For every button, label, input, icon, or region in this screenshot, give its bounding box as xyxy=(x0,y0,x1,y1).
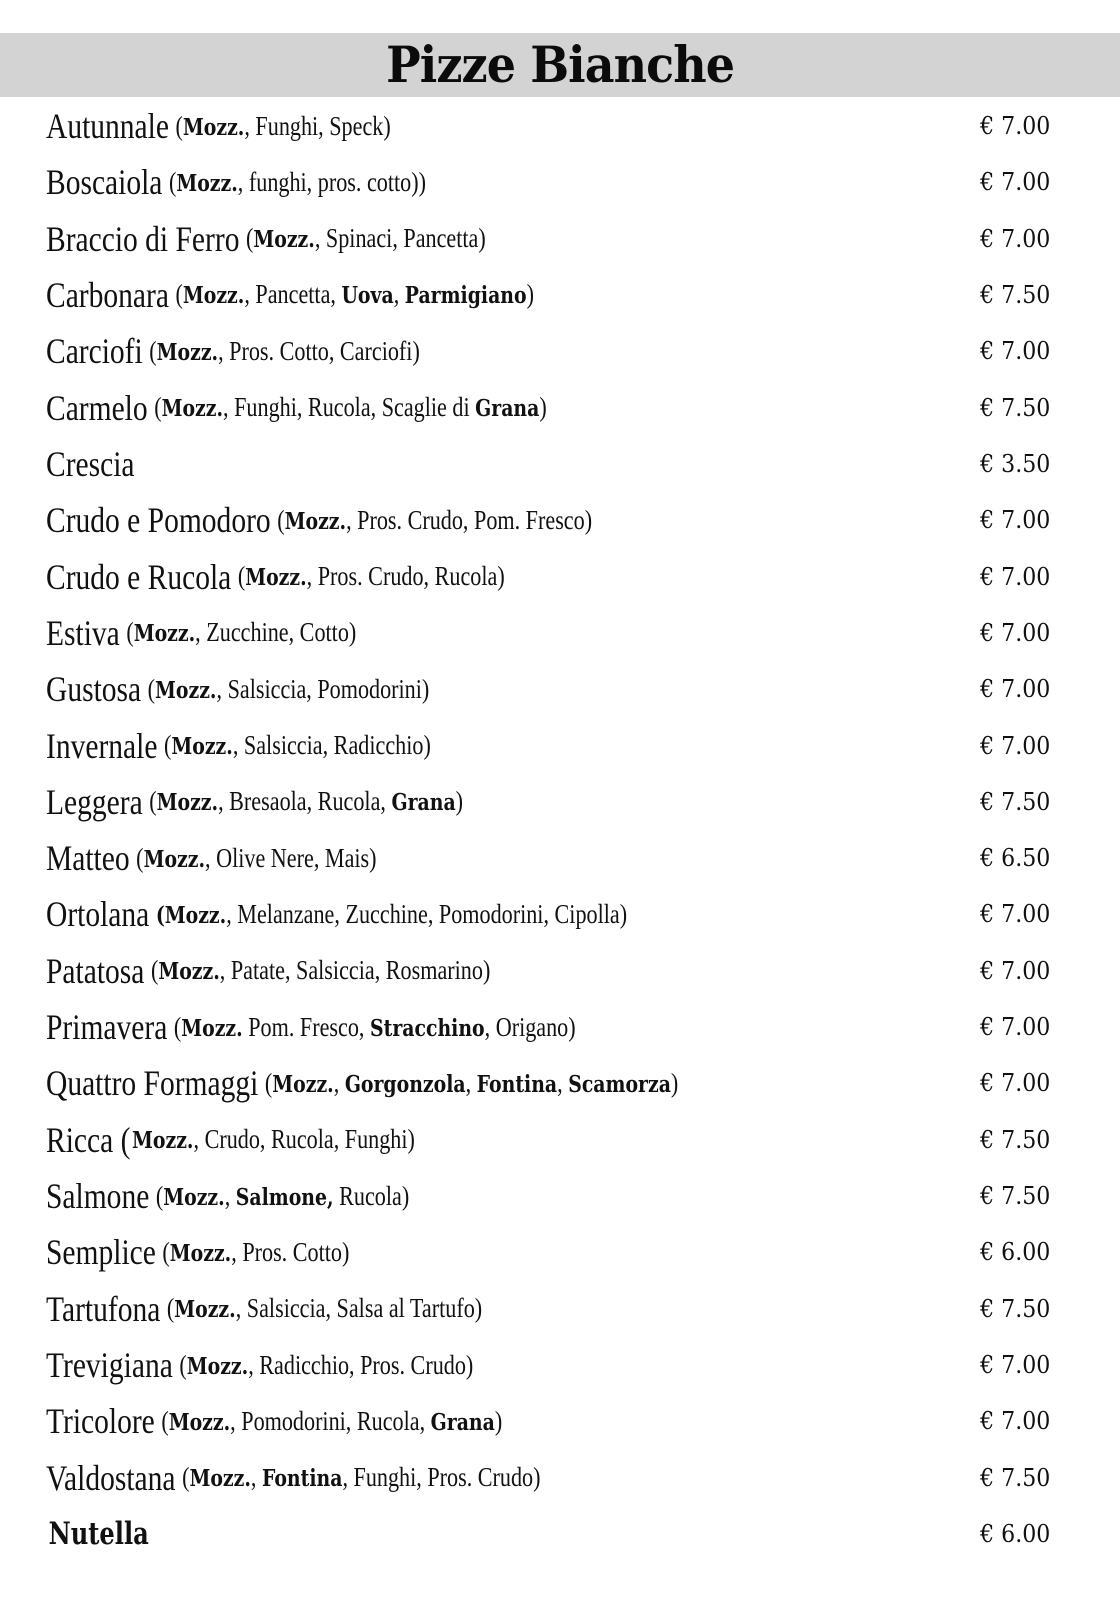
highlighted-ingredient: Mozz. xyxy=(169,1239,232,1267)
menu-item-row xyxy=(0,380,1120,436)
menu-item-name: Nutella xyxy=(48,1516,149,1552)
open-paren: ( xyxy=(237,561,246,592)
menu-item-row xyxy=(0,436,1120,492)
menu-item-description xyxy=(46,492,592,548)
menu-item-ingredients xyxy=(164,730,431,761)
menu-item-row xyxy=(0,1337,1120,1393)
menu-item-description xyxy=(46,1506,151,1562)
menu-item-name: Tartufona xyxy=(46,1288,161,1329)
menu-item-description xyxy=(46,211,486,267)
menu-item-row xyxy=(0,886,1120,942)
highlighted-ingredient: Scamorza xyxy=(568,1070,671,1098)
open-paren: ( xyxy=(264,1067,273,1098)
ingredient-text: , xyxy=(250,1462,262,1493)
open-paren: ( xyxy=(147,673,156,704)
menu-item-row xyxy=(0,1168,1120,1224)
close-paren: ) xyxy=(497,561,505,592)
menu-item-name: Leggera xyxy=(46,781,143,822)
menu-item-description xyxy=(46,1168,409,1224)
menu-item-name: Trevigiana xyxy=(46,1345,173,1386)
menu-item-price: € 7.50 xyxy=(979,393,1050,422)
ingredient-text: , Pros. Crudo, Pom. Fresco xyxy=(346,504,585,535)
highlighted-ingredient: Mozz. xyxy=(168,1408,231,1436)
close-paren: ) xyxy=(494,1405,503,1436)
menu-item-ingredients xyxy=(148,674,430,705)
menu-item-description xyxy=(46,1393,502,1449)
ingredient-text: , Pomodorini, Rucola, xyxy=(230,1405,431,1436)
open-paren: ( xyxy=(246,223,254,254)
menu-item-row xyxy=(0,267,1120,323)
menu-item-price: € 7.00 xyxy=(979,956,1050,985)
ingredient-text: , Crudo, Rucola, Funghi xyxy=(193,1124,408,1155)
menu-item-description xyxy=(46,661,429,717)
open-paren: ( xyxy=(136,842,144,873)
close-paren: ) xyxy=(568,1011,576,1042)
close-paren: ) xyxy=(423,730,431,761)
menu-item-price: € 7.00 xyxy=(979,900,1050,929)
menu-item-description xyxy=(46,1224,349,1280)
menu-item-ingredients xyxy=(174,1012,576,1043)
menu-item-description xyxy=(46,1281,482,1337)
menu-item-row xyxy=(0,323,1120,379)
menu-item-name: Semplice xyxy=(46,1232,156,1273)
close-paren: ) xyxy=(412,335,420,366)
menu-item-name: Valdostana xyxy=(46,1457,176,1498)
ingredient-text: , xyxy=(557,1067,569,1098)
ingredient-text: , Olive Nere, Mais xyxy=(205,842,370,873)
menu-item-row xyxy=(0,1224,1120,1280)
highlighted-ingredient: Mozz. xyxy=(253,226,315,254)
highlighted-ingredient: Mozz. xyxy=(143,845,206,873)
menu-item-price: € 7.00 xyxy=(979,1407,1050,1436)
highlighted-ingredient: Mozz. xyxy=(163,1183,225,1211)
highlighted-ingredient: Mozz. xyxy=(156,789,219,817)
highlighted-ingredient: Mozz. xyxy=(158,958,220,986)
highlighted-ingredient: (Mozz. xyxy=(155,901,227,929)
close-paren: ) xyxy=(383,110,391,141)
menu-item-name: Ricca ( xyxy=(46,1119,131,1160)
close-paren: ) xyxy=(455,786,464,817)
menu-item-name: Gustosa xyxy=(46,669,142,710)
menu-item-name: Primavera xyxy=(46,1007,168,1048)
highlighted-ingredient: Mozz. xyxy=(171,733,233,761)
close-paren: ) xyxy=(533,1462,541,1493)
menu-item-ingredients xyxy=(182,1462,540,1493)
close-paren: ) xyxy=(401,1180,410,1211)
menu-item-ingredients xyxy=(136,843,376,874)
menu-item-name: Ortolana xyxy=(46,894,150,935)
close-paren: ) xyxy=(478,223,486,254)
menu-item-description xyxy=(46,323,420,379)
menu-item-description xyxy=(46,1112,415,1168)
open-paren: ( xyxy=(161,1405,169,1436)
menu-item-row xyxy=(0,943,1120,999)
menu-item-name: Patatosa xyxy=(46,950,145,991)
menu-item-description xyxy=(46,718,431,774)
ingredient-text: , Bresaola, Rucola, xyxy=(218,786,392,817)
highlighted-ingredient: Mozz. xyxy=(182,113,245,141)
section-header-banner xyxy=(0,33,1120,97)
menu-item-price: € 7.00 xyxy=(979,731,1050,760)
menu-item-name: Estiva xyxy=(46,612,120,653)
menu-item-ingredients xyxy=(162,1237,349,1268)
menu-item-description xyxy=(46,1337,473,1393)
close-paren: ) xyxy=(482,955,491,986)
menu-item-price: € 6.00 xyxy=(979,1520,1050,1548)
highlighted-ingredient: Mozz. xyxy=(174,1296,236,1324)
ingredient-text: , Melanzane, Zucchine, Pomodorini, Cipolla xyxy=(226,898,620,929)
highlighted-ingredient: Fontina xyxy=(476,1070,558,1098)
menu-item-ingredients xyxy=(246,223,486,254)
menu-item-ingredients xyxy=(179,1350,473,1381)
menu-item-row xyxy=(0,492,1120,548)
open-paren: ( xyxy=(179,1349,187,1380)
menu-item-price: € 7.00 xyxy=(979,618,1050,647)
menu-item-price: € 7.00 xyxy=(979,675,1050,704)
menu-item-description xyxy=(46,1055,678,1111)
menu-item-ingredients xyxy=(169,167,426,198)
menu-item-name: Boscaiola xyxy=(46,162,163,203)
close-paren: ) xyxy=(407,1124,415,1155)
menu-item-name: Tricolore xyxy=(46,1401,155,1442)
menu-item-ingredients xyxy=(156,1181,409,1212)
close-paren: ) xyxy=(348,617,357,648)
menu-item-description xyxy=(46,830,377,886)
menu-item-name: Carbonara xyxy=(46,274,169,315)
open-paren: ( xyxy=(154,392,162,423)
ingredient-text: , Salsiccia, Salsa al Tartufo xyxy=(235,1293,475,1324)
menu-item-name: Carmelo xyxy=(46,387,148,428)
ingredient-text: , Salsiccia, Radicchio xyxy=(232,730,424,761)
highlighted-ingredient: Mozz. xyxy=(182,282,245,310)
menu-item-name: Carciofi xyxy=(46,331,143,372)
ingredient-text: , Spinaci, Pancetta xyxy=(314,223,479,254)
menu-item-description xyxy=(46,1450,541,1506)
menu-item-description xyxy=(46,267,534,323)
ingredient-text: , funghi, pros. cotto) xyxy=(237,166,419,197)
menu-item-ingredients xyxy=(132,1124,415,1155)
menu-item-price: € 7.00 xyxy=(979,112,1050,140)
menu-item-price: € 7.00 xyxy=(979,1069,1050,1098)
menu-item-ingredients xyxy=(154,392,547,423)
menu-item-name: Invernale xyxy=(46,725,158,766)
close-paren: ) xyxy=(465,1349,474,1380)
menu-item-ingredients xyxy=(176,279,534,310)
close-paren: ) xyxy=(670,1067,679,1098)
close-paren: ) xyxy=(369,842,377,873)
highlighted-ingredient: Mozz. xyxy=(176,169,238,197)
highlighted-ingredient: Gorgonzola xyxy=(344,1070,466,1098)
highlighted-ingredient: Parmigiano xyxy=(404,282,527,310)
close-paren: ) xyxy=(421,673,430,704)
ingredient-text: , Radicchio, Pros. Crudo xyxy=(248,1349,466,1380)
menu-item-name: Crudo e Pomodoro xyxy=(46,500,271,541)
ingredient-text: , Pros. Cotto, Carciofi xyxy=(218,335,413,366)
menu-item-price: € 7.50 xyxy=(979,1463,1050,1492)
close-paren: ) xyxy=(418,166,426,197)
highlighted-ingredient: Mozz. xyxy=(245,564,307,592)
close-paren: ) xyxy=(474,1293,483,1324)
highlighted-ingredient: Salmone, xyxy=(235,1183,334,1211)
menu-item-ingredients xyxy=(277,505,592,536)
menu-item-name: Matteo xyxy=(46,838,130,879)
highlighted-ingredient: Mozz. xyxy=(272,1070,334,1098)
highlighted-ingredient: Fontina xyxy=(261,1465,343,1493)
menu-item-ingredients xyxy=(161,1406,502,1437)
menu-item-description xyxy=(46,999,576,1055)
menu-item-description xyxy=(46,436,135,492)
menu-item-ingredients xyxy=(176,111,391,142)
menu-item-row xyxy=(0,154,1120,210)
menu-item-name: Salmone xyxy=(46,1176,150,1217)
menu-item-row xyxy=(0,1393,1120,1449)
menu-item-price: € 7.00 xyxy=(979,337,1050,366)
open-paren: ( xyxy=(175,110,183,141)
menu-item-price: € 7.50 xyxy=(979,280,1050,309)
highlighted-ingredient: Mozz. xyxy=(189,1465,251,1493)
menu-item-price: € 7.00 xyxy=(979,224,1050,253)
menu-item-price: € 6.50 xyxy=(979,844,1050,873)
ingredient-text: , Zucchine, Cotto xyxy=(195,617,349,648)
menu-item-price: € 7.50 xyxy=(979,1125,1050,1154)
menu-item-row xyxy=(0,549,1120,605)
menu-item-ingredients xyxy=(149,786,463,817)
menu-item-row xyxy=(0,605,1120,661)
highlighted-ingredient: Stracchino xyxy=(370,1014,485,1042)
menu-item-price: € 7.00 xyxy=(979,562,1050,591)
menu-item-ingredients xyxy=(126,617,356,648)
menu-item-row xyxy=(0,1506,1120,1562)
highlighted-ingredient: Uova xyxy=(341,282,394,310)
close-paren: ) xyxy=(584,504,593,535)
open-paren: ( xyxy=(164,730,172,761)
menu-item-row xyxy=(0,999,1120,1055)
ingredient-text: , xyxy=(465,1067,477,1098)
ingredient-text: , Funghi, Speck xyxy=(244,110,384,141)
menu-item-row xyxy=(0,1112,1120,1168)
open-paren: ( xyxy=(149,335,157,366)
menu-item-row xyxy=(0,1281,1120,1337)
menu-item-price: € 7.50 xyxy=(979,1294,1050,1323)
highlighted-ingredient: Mozz. xyxy=(155,676,217,704)
menu-item-description xyxy=(46,98,391,154)
close-paren: ) xyxy=(539,392,547,423)
ingredient-text: Pom. Fresco, xyxy=(242,1011,371,1042)
highlighted-ingredient: Mozz. xyxy=(156,338,219,366)
open-paren: ( xyxy=(277,504,285,535)
menu-item-name: Crudo e Rucola xyxy=(46,556,232,597)
menu-item-ingredients xyxy=(167,1293,482,1324)
menu-item-row xyxy=(0,774,1120,830)
menu-item-price: € 7.50 xyxy=(979,1182,1050,1211)
highlighted-ingredient: Mozz. xyxy=(161,395,224,423)
menu-item-description xyxy=(46,154,426,210)
open-paren: ( xyxy=(162,1236,170,1267)
highlighted-ingredient: Mozz. xyxy=(186,1352,249,1380)
menu-item-price: € 6.00 xyxy=(979,1238,1050,1267)
highlighted-ingredient: Grana xyxy=(430,1408,495,1436)
close-paren: ) xyxy=(619,898,628,929)
menu-item-ingredients xyxy=(149,336,420,367)
menu-item-name: Crescia xyxy=(46,443,135,484)
open-paren: ( xyxy=(175,279,183,310)
menu-item-row xyxy=(0,98,1120,154)
ingredient-text: , Funghi, Rucola, Scaglie di xyxy=(223,392,476,423)
open-paren: ( xyxy=(173,1011,182,1042)
menu-item-ingredients xyxy=(156,899,627,930)
ingredient-text: , xyxy=(333,1067,345,1098)
menu-item-row xyxy=(0,1055,1120,1111)
highlighted-ingredient: Grana xyxy=(475,395,540,423)
ingredient-text: , Funghi, Pros. Crudo xyxy=(342,1462,534,1493)
menu-item-row xyxy=(0,1450,1120,1506)
open-paren: ( xyxy=(168,166,177,197)
menu-item-row xyxy=(0,830,1120,886)
menu-item-price: € 7.00 xyxy=(979,506,1050,535)
menu-item-ingredients xyxy=(265,1068,678,1099)
ingredient-text: , Patate, Salsiccia, Rosmarino xyxy=(219,955,483,986)
menu-item-row xyxy=(0,718,1120,774)
highlighted-ingredient: Mozz. xyxy=(132,1127,194,1155)
menu-item-row xyxy=(0,211,1120,267)
menu-item-price: € 7.00 xyxy=(979,1351,1050,1380)
open-paren: ( xyxy=(126,617,134,648)
highlighted-ingredient: Mozz. xyxy=(133,620,196,648)
highlighted-ingredient: Mozz. xyxy=(284,507,347,535)
menu-item-description xyxy=(46,605,356,661)
menu-item-description xyxy=(46,886,627,942)
ingredient-text: , Pros. Cotto xyxy=(231,1236,342,1267)
close-paren: ) xyxy=(341,1236,350,1267)
ingredient-text: , Origano xyxy=(484,1011,569,1042)
menu-item-ingredients xyxy=(151,955,490,986)
open-paren: ( xyxy=(149,786,157,817)
highlighted-ingredient: Mozz. xyxy=(181,1014,243,1042)
menu-item-description xyxy=(46,943,490,999)
menu-item-price: € 3.50 xyxy=(979,449,1050,478)
ingredient-text: , xyxy=(224,1180,236,1211)
open-paren: ( xyxy=(166,1293,175,1324)
ingredient-text: , Salsiccia, Pomodorini xyxy=(216,673,422,704)
menu-item-price: € 7.00 xyxy=(979,168,1050,197)
menu-item-price: € 7.00 xyxy=(979,1013,1050,1042)
menu-item-name: Quattro Formaggi xyxy=(46,1063,259,1104)
ingredient-text: , xyxy=(393,279,405,310)
menu-item-row xyxy=(0,661,1120,717)
menu-item-price: € 7.50 xyxy=(979,787,1050,816)
menu-item-description xyxy=(46,380,547,436)
menu-item-description xyxy=(46,774,463,830)
menu-item-name: Braccio di Ferro xyxy=(46,218,240,259)
section-title: Pizze Bianche xyxy=(386,35,734,94)
menu-item-name: Autunnale xyxy=(46,106,169,146)
ingredient-text: , Pancetta, xyxy=(244,279,342,310)
menu-item-ingredients xyxy=(238,561,505,592)
open-paren: ( xyxy=(155,1180,164,1211)
ingredient-text: Rucola xyxy=(333,1180,402,1211)
menu-item-description xyxy=(46,549,505,605)
open-paren: ( xyxy=(182,1462,190,1493)
open-paren: ( xyxy=(150,955,159,986)
ingredient-text: , Pros. Crudo, Rucola xyxy=(306,561,498,592)
highlighted-ingredient: Grana xyxy=(391,789,456,817)
close-paren: ) xyxy=(526,279,534,310)
